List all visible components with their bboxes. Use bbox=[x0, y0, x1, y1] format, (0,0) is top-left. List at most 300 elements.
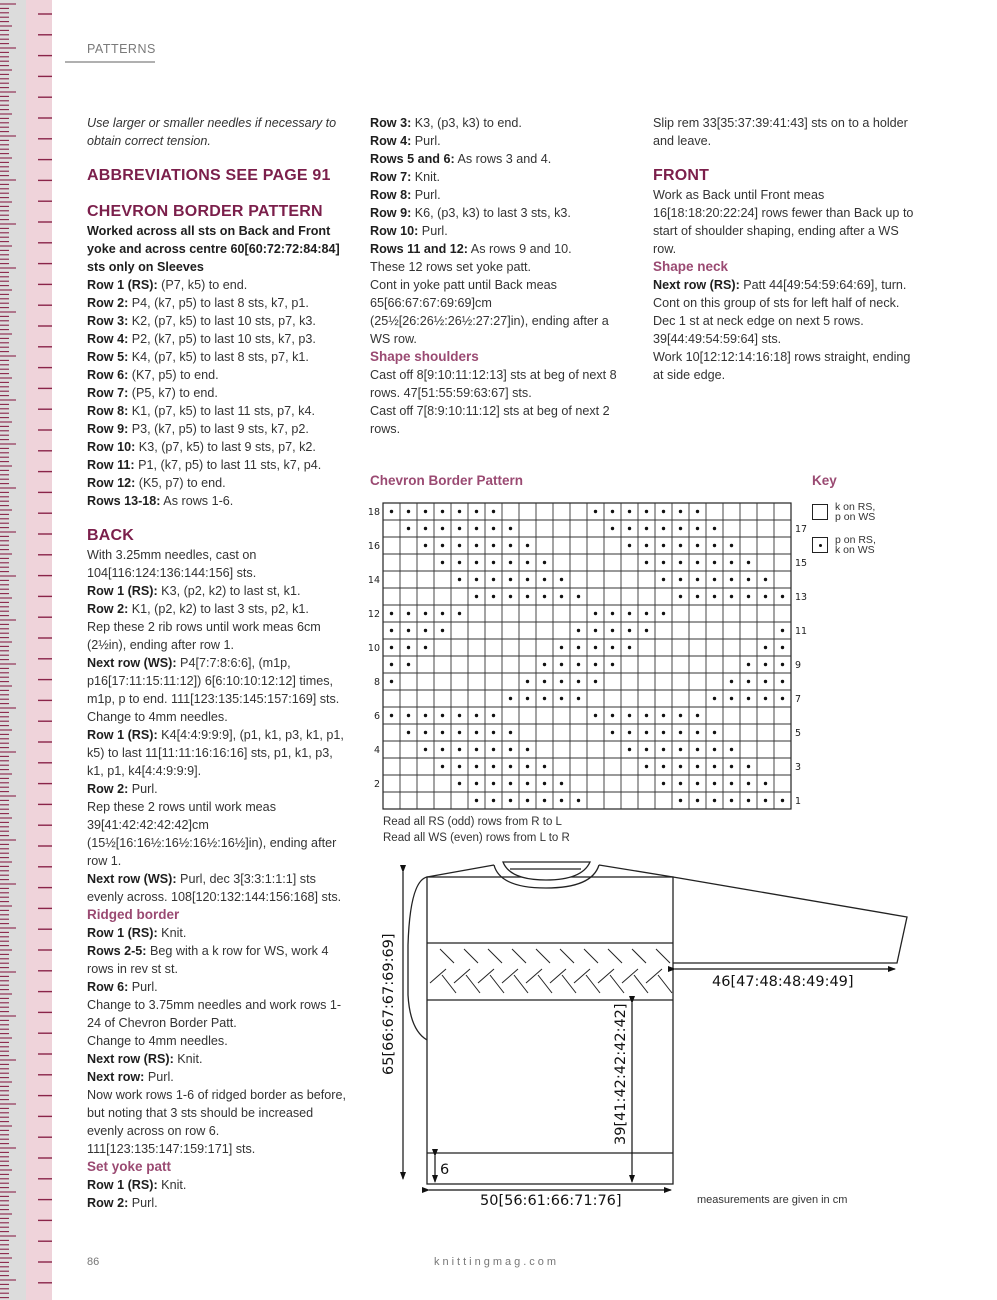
purl-dot bbox=[611, 714, 614, 717]
front-text: Work as Back until Front meas 16[18:18:20:22:24] rows fewer than Back up to start of shoulder shaping, ending after a WS row. bbox=[653, 188, 914, 256]
purl-dot bbox=[662, 578, 665, 581]
herringbone-stroke bbox=[584, 949, 598, 963]
instruction-text: As rows 9 and 10. bbox=[468, 242, 572, 256]
purl-dot bbox=[781, 646, 784, 649]
purl-dot bbox=[730, 561, 733, 564]
purl-dot bbox=[696, 527, 699, 530]
key-title: Key bbox=[812, 473, 837, 488]
purl-dot bbox=[407, 646, 410, 649]
herringbone-stroke bbox=[488, 949, 502, 963]
purl-dot bbox=[441, 731, 444, 734]
purl-dot bbox=[730, 578, 733, 581]
instruction-line bbox=[87, 924, 352, 942]
instruction-label: Row 2: bbox=[87, 1196, 129, 1210]
herringbone-stroke bbox=[440, 949, 454, 963]
purl-dot bbox=[560, 663, 563, 666]
instruction-text: Change to 4mm needles. bbox=[87, 1034, 228, 1048]
purl-dot bbox=[526, 765, 529, 768]
purl-dot bbox=[492, 595, 495, 598]
width-label: 50[56:61:66:71:76] bbox=[480, 1193, 622, 1209]
purl-dot bbox=[696, 595, 699, 598]
instruction-text: Purl. bbox=[128, 980, 158, 994]
row-number-right: 9 bbox=[795, 660, 802, 671]
herringbone-stroke bbox=[550, 969, 566, 983]
purl-dot bbox=[560, 595, 563, 598]
purl-dot bbox=[441, 612, 444, 615]
column-2 bbox=[370, 114, 620, 438]
instruction-line bbox=[87, 978, 352, 996]
purl-dot bbox=[764, 697, 767, 700]
purl-dot bbox=[611, 527, 614, 530]
page-edge-ruler bbox=[0, 0, 52, 1300]
purl-dot bbox=[390, 714, 393, 717]
herringbone-stroke bbox=[502, 969, 518, 983]
purl-dot bbox=[679, 799, 682, 802]
purl-dot bbox=[577, 799, 580, 802]
purl-dot bbox=[628, 612, 631, 615]
herringbone-stroke bbox=[608, 949, 622, 963]
instruction-text: K3, (p7, k5) to last 9 sts, p7, k2. bbox=[135, 440, 316, 454]
instruction-line bbox=[87, 618, 352, 654]
instruction-text: P4, (k7, p5) to last 8 sts, k7, p1. bbox=[128, 296, 309, 310]
purl-dot bbox=[526, 799, 529, 802]
row-number-left: 2 bbox=[373, 779, 380, 790]
herringbone-stroke bbox=[454, 969, 470, 983]
row-number-left: 10 bbox=[367, 643, 380, 654]
purl-dot bbox=[747, 782, 750, 785]
instruction-line bbox=[87, 312, 352, 330]
instruction-text: Patt 44[49:54:59:64:69], turn. bbox=[739, 278, 907, 292]
purl-dot bbox=[526, 544, 529, 547]
instruction-line bbox=[87, 870, 352, 906]
purl-dot bbox=[475, 561, 478, 564]
purl-dot bbox=[730, 765, 733, 768]
instruction-label: Row 4: bbox=[87, 332, 129, 346]
purl-dot bbox=[747, 561, 750, 564]
herringbone-stroke bbox=[536, 949, 550, 963]
purl-dot bbox=[764, 680, 767, 683]
purl-dot bbox=[730, 697, 733, 700]
purl-dot bbox=[662, 544, 665, 547]
purl-dot bbox=[407, 612, 410, 615]
purl-dot bbox=[407, 527, 410, 530]
row-number-left: 6 bbox=[373, 711, 380, 722]
purl-dot bbox=[628, 714, 631, 717]
purl-dot bbox=[441, 561, 444, 564]
purl-dot bbox=[560, 680, 563, 683]
chevron-chart bbox=[365, 500, 810, 815]
purl-dot bbox=[696, 748, 699, 751]
purl-dot bbox=[713, 561, 716, 564]
purl-dot bbox=[645, 748, 648, 751]
instruction-label: Row 1 (RS): bbox=[87, 1178, 158, 1192]
purl-dot bbox=[747, 765, 750, 768]
abbreviations-heading: ABBREVIATIONS SEE PAGE 91 bbox=[87, 167, 331, 184]
purl-dot bbox=[594, 714, 597, 717]
row-number-right: 15 bbox=[795, 558, 808, 569]
purl-dot bbox=[662, 527, 665, 530]
purl-dot bbox=[560, 799, 563, 802]
instruction-line bbox=[87, 474, 352, 492]
garment-schematic bbox=[370, 845, 920, 1225]
key-label-line: k on WS bbox=[835, 544, 875, 556]
herringbone-stroke bbox=[632, 949, 646, 963]
column-1 bbox=[87, 114, 352, 1212]
instruction-label: Rows 13-18: bbox=[87, 494, 161, 508]
herringbone-stroke bbox=[430, 969, 446, 983]
purl-dot bbox=[560, 578, 563, 581]
purl-dot bbox=[611, 646, 614, 649]
instruction-label: Rows 11 and 12: bbox=[370, 242, 468, 256]
purl-dot bbox=[730, 799, 733, 802]
purl-dot bbox=[475, 765, 478, 768]
purl-dot bbox=[645, 612, 648, 615]
instruction-line bbox=[87, 708, 352, 726]
purl-dot bbox=[713, 527, 716, 530]
instruction-label: Row 9: bbox=[370, 206, 412, 220]
purl-dot bbox=[696, 561, 699, 564]
yoke-heading: Set yoke patt bbox=[87, 1159, 172, 1174]
instruction-text: Cont on this group of sts for left half of neck. bbox=[653, 296, 900, 310]
purl-dot bbox=[747, 595, 750, 598]
purl-dot bbox=[526, 578, 529, 581]
purl-dot bbox=[441, 765, 444, 768]
yoke-pattern-rows bbox=[370, 114, 620, 348]
herringbone-stroke bbox=[478, 969, 494, 983]
instruction-line bbox=[87, 1176, 352, 1194]
purl-dot bbox=[526, 748, 529, 751]
row-number-left: 16 bbox=[367, 541, 380, 552]
purl-dot bbox=[628, 646, 631, 649]
purl-dot bbox=[781, 629, 784, 632]
instruction-line bbox=[87, 366, 352, 384]
instruction-line bbox=[370, 258, 620, 276]
purl-dot bbox=[492, 714, 495, 717]
instruction-line bbox=[370, 240, 620, 258]
instruction-text: (K5, p7) to end. bbox=[135, 476, 226, 490]
purl-dot bbox=[407, 510, 410, 513]
purl-dot bbox=[492, 782, 495, 785]
instruction-line bbox=[87, 384, 352, 402]
purl-dot bbox=[594, 680, 597, 683]
purl-dot bbox=[543, 561, 546, 564]
purl-dot bbox=[713, 578, 716, 581]
purl-dot bbox=[679, 731, 682, 734]
instruction-text: Now work rows 1-6 of ridged border as before, but noting that 3 sts should be increased evenly across on row 6. 111[123:135:147:159:171] sts. bbox=[87, 1088, 346, 1156]
instruction-text: Work 10[12:12:14:16:18] rows straight, ending at side edge. bbox=[653, 350, 911, 382]
key-item-knit bbox=[812, 502, 875, 522]
herringbone-stroke bbox=[442, 975, 456, 993]
instruction-text: Change to 3.75mm needles and work rows 1-24 of Chevron Border Patt. bbox=[87, 998, 342, 1030]
purl-dot bbox=[458, 510, 461, 513]
purl-dot bbox=[696, 578, 699, 581]
purl-dot bbox=[509, 544, 512, 547]
instruction-text: Purl. bbox=[411, 134, 441, 148]
purl-dot bbox=[577, 646, 580, 649]
purl-dot bbox=[628, 510, 631, 513]
left-sleeve-fold bbox=[408, 877, 427, 1040]
purl-dot bbox=[747, 680, 750, 683]
purl-dot bbox=[441, 714, 444, 717]
instruction-label: Row 10: bbox=[87, 440, 136, 454]
purl-dot bbox=[628, 731, 631, 734]
instruction-line bbox=[87, 348, 352, 366]
purl-dot bbox=[713, 765, 716, 768]
purl-dot bbox=[458, 714, 461, 717]
chart-note-ws: Read all WS (even) rows from L to R bbox=[383, 832, 570, 844]
back-instructions bbox=[87, 546, 352, 906]
purl-dot bbox=[526, 561, 529, 564]
instruction-line bbox=[653, 294, 918, 312]
purl-dot bbox=[645, 731, 648, 734]
left-shoulder bbox=[427, 865, 494, 877]
purl-dot bbox=[492, 799, 495, 802]
purl-dot bbox=[492, 510, 495, 513]
instruction-text: Purl, dec 3[3:3:1:1:1] sts evenly across. 108[120:132:144:156:168] sts. bbox=[87, 872, 342, 904]
purl-dot bbox=[543, 680, 546, 683]
herringbone-stroke bbox=[598, 969, 614, 983]
instruction-text: Purl. bbox=[128, 782, 158, 796]
purl-dot bbox=[543, 799, 546, 802]
purl-dot bbox=[475, 510, 478, 513]
purl-dot bbox=[424, 544, 427, 547]
herringbone-stroke bbox=[622, 969, 638, 983]
key-label-line: p on WS bbox=[835, 511, 876, 523]
purl-dot bbox=[781, 595, 784, 598]
purl-dot bbox=[679, 544, 682, 547]
instruction-line bbox=[370, 366, 620, 402]
instruction-text: Rep these 2 rows until work meas 39[41:42:42:42:42]cm (15½[16:16½:16½:16½:16½]in), ending after row 1. bbox=[87, 800, 337, 868]
purl-dot bbox=[679, 510, 682, 513]
purl-dot bbox=[696, 799, 699, 802]
instruction-text: Purl. bbox=[128, 1196, 158, 1210]
purl-dot bbox=[713, 697, 716, 700]
blank-cell-symbol bbox=[812, 504, 828, 520]
herringbone-stroke bbox=[610, 975, 624, 993]
shape-neck-heading: Shape neck bbox=[653, 259, 729, 274]
instruction-line bbox=[87, 1068, 352, 1086]
purl-dot bbox=[662, 510, 665, 513]
instruction-line bbox=[87, 1032, 352, 1050]
instruction-line bbox=[370, 168, 620, 186]
herringbone-stroke bbox=[658, 975, 672, 993]
instruction-text: As rows 1-6. bbox=[160, 494, 234, 508]
instruction-text: (K7, p5) to end. bbox=[128, 368, 219, 382]
herringbone-stroke bbox=[562, 975, 576, 993]
instruction-text: Purl. bbox=[418, 224, 448, 238]
chevron-intro: Worked across all sts on Back and Front yoke and across centre 60[60:72:72:84:84] sts only on Sleeves bbox=[87, 224, 340, 274]
instruction-text: K4, (p7, k5) to last 8 sts, p7, k1. bbox=[128, 350, 309, 364]
shoulders-instructions bbox=[370, 366, 620, 438]
purl-dot bbox=[390, 663, 393, 666]
instruction-text: P1, (k7, p5) to last 11 sts, k7, p4. bbox=[134, 458, 322, 472]
instruction-text: With 3.25mm needles, cast on 104[116:124:136:144:156] sts. bbox=[87, 548, 257, 580]
instruction-line bbox=[87, 456, 352, 474]
chart-note-rs: Read all RS (odd) rows from R to L bbox=[383, 816, 562, 828]
rib-label: 6 bbox=[440, 1162, 450, 1178]
instruction-label: Row 1 (RS): bbox=[87, 728, 158, 742]
instruction-label: Row 7: bbox=[370, 170, 412, 184]
instruction-line bbox=[87, 1086, 352, 1158]
instruction-text: Knit. bbox=[173, 1052, 203, 1066]
purl-dot bbox=[509, 799, 512, 802]
purl-dot bbox=[543, 697, 546, 700]
chevron-rows bbox=[87, 276, 352, 510]
row-number-left: 8 bbox=[373, 677, 380, 688]
right-sleeve bbox=[673, 877, 907, 963]
instruction-line bbox=[370, 402, 620, 438]
front-heading: FRONT bbox=[653, 167, 710, 184]
purl-dot bbox=[577, 629, 580, 632]
herringbone-stroke bbox=[512, 949, 526, 963]
purl-dot bbox=[713, 799, 716, 802]
herringbone-stroke bbox=[464, 949, 478, 963]
length-label: 65[66:67:67:69:69] bbox=[381, 933, 397, 1075]
purl-dot bbox=[662, 731, 665, 734]
purl-dot bbox=[713, 748, 716, 751]
purl-dot bbox=[764, 799, 767, 802]
ridged-border-instructions bbox=[87, 924, 352, 1158]
instruction-line bbox=[370, 150, 620, 168]
instruction-label: Row 1 (RS): bbox=[87, 278, 158, 292]
purl-dot bbox=[594, 646, 597, 649]
purl-dot bbox=[781, 799, 784, 802]
purl-dot bbox=[458, 782, 461, 785]
sleeve-label: 46[47:48:48:49:49] bbox=[712, 974, 854, 990]
page-number: 86 bbox=[87, 1256, 100, 1268]
instruction-line bbox=[370, 132, 620, 150]
instruction-line bbox=[87, 582, 352, 600]
purl-dot bbox=[390, 680, 393, 683]
purl-dot bbox=[543, 782, 546, 785]
instruction-text: (P5, k7) to end. bbox=[128, 386, 218, 400]
dot-cell-symbol bbox=[812, 537, 828, 553]
purl-dot bbox=[458, 731, 461, 734]
purl-dot bbox=[407, 629, 410, 632]
row-number-right: 1 bbox=[795, 796, 802, 807]
purl-dot bbox=[730, 595, 733, 598]
purl-dot bbox=[662, 748, 665, 751]
row-number-left: 18 bbox=[367, 507, 380, 518]
instruction-text: Dec 1 st at neck edge on next 5 rows. 39[44:49:54:59:64] sts. bbox=[653, 314, 864, 346]
instruction-text: These 12 rows set yoke patt. bbox=[370, 260, 532, 274]
instruction-text: Cast off 8[9:10:11:12:13] sts at beg of next 8 rows. 47[51:55:59:63:67] sts. bbox=[370, 368, 617, 400]
purl-dot bbox=[662, 714, 665, 717]
chevron-heading: CHEVRON BORDER PATTERN bbox=[87, 203, 323, 220]
purl-dot bbox=[611, 629, 614, 632]
purl-dot bbox=[543, 595, 546, 598]
purl-dot bbox=[526, 680, 529, 683]
purl-dot bbox=[679, 782, 682, 785]
purl-dot bbox=[441, 510, 444, 513]
purl-dot bbox=[645, 629, 648, 632]
purl-dot bbox=[730, 544, 733, 547]
purl-dot bbox=[628, 748, 631, 751]
purl-dot bbox=[645, 527, 648, 530]
purl-dot bbox=[441, 629, 444, 632]
purl-dot bbox=[781, 680, 784, 683]
purl-dot bbox=[475, 731, 478, 734]
instruction-text: Rep these 2 rib rows until work meas 6cm (2½in), ending after row 1. bbox=[87, 620, 321, 652]
instruction-line bbox=[87, 438, 352, 456]
instruction-line bbox=[87, 780, 352, 798]
instruction-line bbox=[370, 186, 620, 204]
purl-dot bbox=[509, 697, 512, 700]
purl-dot bbox=[509, 578, 512, 581]
row-number-right: 5 bbox=[795, 728, 802, 739]
instruction-text: K1, (p2, k2) to last 3 sts, p2, k1. bbox=[128, 602, 309, 616]
instruction-line bbox=[87, 330, 352, 348]
row-number-right: 11 bbox=[795, 626, 808, 637]
row-number-right: 17 bbox=[795, 524, 808, 535]
section-label: PATTERNS bbox=[87, 42, 156, 56]
purl-dot bbox=[594, 612, 597, 615]
instruction-line bbox=[87, 420, 352, 438]
instruction-text: Purl. bbox=[411, 188, 441, 202]
purl-dot bbox=[747, 663, 750, 666]
purl-dot bbox=[424, 612, 427, 615]
herringbone-stroke bbox=[586, 975, 600, 993]
purl-dot bbox=[679, 578, 682, 581]
neck-instructions bbox=[653, 276, 918, 384]
key-item-purl bbox=[812, 535, 876, 555]
purl-dot bbox=[543, 663, 546, 666]
purl-dot bbox=[645, 714, 648, 717]
purl-dot bbox=[458, 561, 461, 564]
instruction-line bbox=[370, 114, 620, 132]
instruction-label: Row 1 (RS): bbox=[87, 584, 158, 598]
chevron-band-motif bbox=[430, 949, 672, 993]
purl-dot bbox=[628, 629, 631, 632]
purl-dot bbox=[492, 561, 495, 564]
row-number-right: 7 bbox=[795, 694, 802, 705]
purl-dot bbox=[475, 714, 478, 717]
purl-dot bbox=[764, 663, 767, 666]
purl-dot bbox=[424, 527, 427, 530]
ridged-border-heading: Ridged border bbox=[87, 907, 180, 922]
purl-dot bbox=[475, 578, 478, 581]
purl-dot bbox=[458, 544, 461, 547]
purl-dot bbox=[679, 714, 682, 717]
purl-dot bbox=[475, 799, 478, 802]
purl-dot bbox=[577, 680, 580, 683]
purl-dot bbox=[475, 782, 478, 785]
instruction-text: K2, (p7, k5) to last 10 sts, p7, k3. bbox=[128, 314, 316, 328]
purl-dot bbox=[679, 748, 682, 751]
instruction-text: (P7, k5) to end. bbox=[157, 278, 248, 292]
purl-dot bbox=[509, 748, 512, 751]
instruction-label: Row 8: bbox=[87, 404, 129, 418]
instruction-line bbox=[87, 546, 352, 582]
instruction-label: Next row (WS): bbox=[87, 872, 177, 886]
instruction-label: Row 2: bbox=[87, 296, 129, 310]
instruction-text: K6, (p3, k3) to last 3 sts, k3. bbox=[411, 206, 571, 220]
purl-dot bbox=[713, 595, 716, 598]
row-number-left: 14 bbox=[367, 575, 380, 586]
purl-dot bbox=[696, 510, 699, 513]
purl-dot bbox=[577, 595, 580, 598]
purl-dot bbox=[696, 544, 699, 547]
instruction-line bbox=[87, 402, 352, 420]
instruction-label: Row 2: bbox=[87, 782, 129, 796]
right-shoulder bbox=[599, 865, 673, 877]
purl-dot bbox=[526, 782, 529, 785]
herringbone-stroke bbox=[514, 975, 528, 993]
herringbone-stroke bbox=[526, 969, 542, 983]
instruction-label: Row 6: bbox=[87, 980, 129, 994]
purl-dot bbox=[611, 663, 614, 666]
purl-dot bbox=[509, 527, 512, 530]
